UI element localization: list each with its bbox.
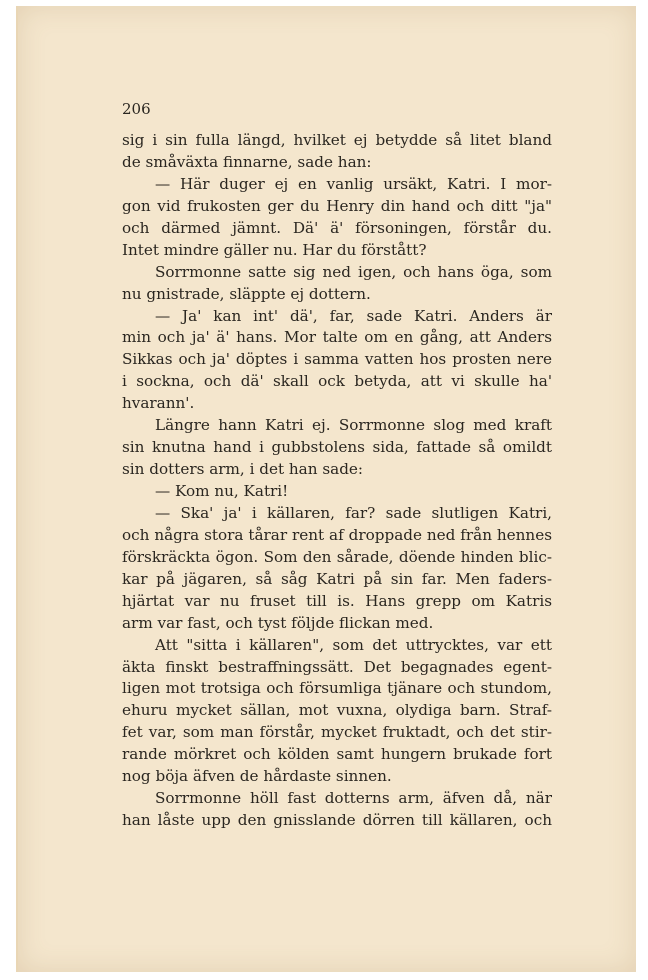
text-line: — Ja' kan int' dä', far, sade Katri. Anders är — [155, 306, 552, 325]
text-line: sin dotters arm, i det han sade: — [122, 460, 364, 479]
text-line: nog böja äfven de hårdaste sinnen. — [122, 767, 392, 786]
text-line: Sikkas och ja' döptes i samma vatten hos prosten nere — [122, 350, 552, 369]
text-line: Längre hann Katri ej. Sorrmonne slog med kraft — [155, 416, 552, 435]
text-line: — Kom nu, Katri! — [155, 482, 289, 500]
text-line: arm var fast, och tyst följde flickan med. — [122, 613, 434, 632]
text-line: han låste upp den gnisslande dörren till källaren, och — [122, 811, 552, 830]
text-line: de småväxta finnarne, sade han: — [122, 152, 372, 171]
text-line: kar på jägaren, så såg Katri på sin far. Men faders- — [122, 569, 552, 588]
text-line: ehuru mycket sällan, mot vuxna, olydiga barn. Straf- — [122, 701, 552, 720]
text-line: sin knutna hand i gubbstolens sida, fattade så omildt — [122, 438, 552, 457]
text-line: gon vid frukosten ger du Henry din hand och ditt "ja" — [122, 196, 552, 215]
text-line: hjärtat var nu fruset till is. Hans grepp om Katris — [122, 591, 552, 610]
text-line: rande mörkret och kölden samt hungern brukade fort — [122, 745, 552, 764]
text-line: sig i sin fulla längd, hvilket ej betydde så litet bland — [122, 131, 552, 149]
text-line: — Här duger ej en vanlig ursäkt, Katri. I mor- — [155, 174, 552, 193]
text-line: min och ja' ä' hans. Mor talte om en gång, att Anders — [122, 328, 552, 347]
page-number: 206 — [122, 100, 151, 118]
body-text — [122, 130, 552, 832]
text-line: nu gnistrade, släppte ej dottern. — [122, 284, 371, 303]
text-line: ligen mot trotsiga och försumliga tjänare och stundom, — [122, 679, 552, 698]
text-line: i sockna, och dä' skall ock betyda, att vi skulle ha' — [122, 372, 552, 391]
text-line: och därmed jämnt. Dä' ä' försoningen, förstår du. — [122, 218, 552, 237]
text-line: fet var, som man förstår, mycket fruktadt, och det stir- — [122, 723, 552, 742]
text-line: och några stora tårar rent af droppade ned från hennes — [122, 525, 552, 544]
text-line: Sorrmonne satte sig ned igen, och hans öga, som — [155, 262, 552, 281]
text-line: Sorrmonne höll fast dotterns arm, äfven då, när — [155, 789, 552, 808]
text-line: hvarann'. — [122, 394, 195, 413]
text-line: förskräckta ögon. Som den sårade, döende hinden blic- — [122, 547, 552, 566]
text-line: äkta finskt bestraffningssätt. Det begagnades egent- — [122, 657, 552, 676]
text-line: Att "sitta i källaren", som det uttrycktes, var ett — [155, 635, 552, 654]
text-line: — Ska' ja' i källaren, far? sade slutligen Katri, — [155, 503, 552, 522]
text-line: Intet mindre gäller nu. Har du förstått? — [122, 240, 427, 259]
